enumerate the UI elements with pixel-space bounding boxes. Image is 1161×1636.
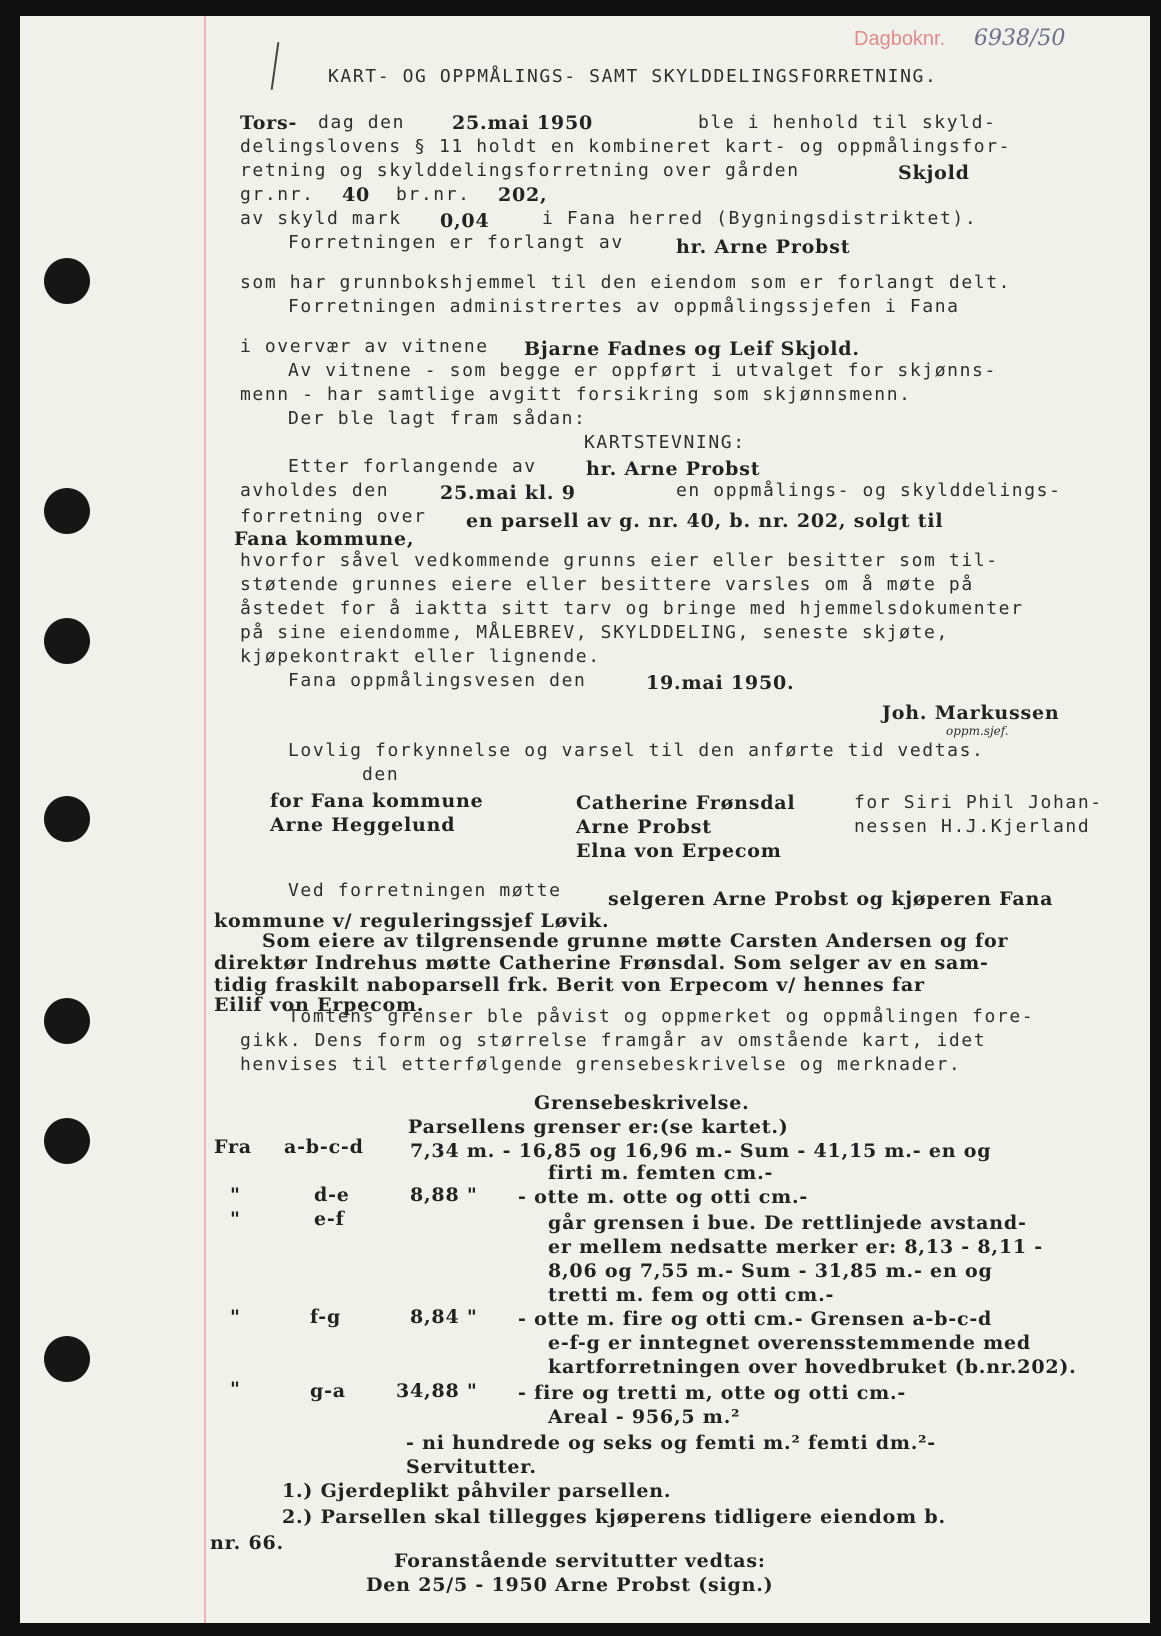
- ditto-mark: ": [230, 1306, 241, 1328]
- area-in-words: - ni hundrede og seks og femti m.² femti dm.²-: [406, 1432, 936, 1454]
- text-line: gr.nr.: [240, 184, 315, 205]
- journal-number: 6938/50: [974, 26, 1066, 51]
- text-line: støtende grunnes eiere eller besittere varsles om å møte på: [240, 574, 974, 595]
- text-line: retning og skylddelingsforretning over gården: [240, 160, 800, 181]
- summons-issue-date: 19.mai 1950.: [646, 672, 795, 694]
- servitudes-approval: Foranstående servitutter vedtas:: [394, 1550, 766, 1572]
- text-line: en oppmålings- og skylddelings-: [676, 480, 1062, 501]
- signer-name: Joh. Markussen: [882, 702, 1060, 724]
- punch-hole: [44, 1118, 90, 1164]
- text-line: Der ble lagt fram sådan:: [288, 408, 587, 429]
- boundary-measure: går grensen i bue. De rettlinjede avstand-: [548, 1212, 1027, 1234]
- bnr-value: 202,: [498, 184, 548, 206]
- boundary-segment: f-g: [310, 1306, 342, 1328]
- requester-name: hr. Arne Probst: [586, 458, 761, 480]
- text-line: kjøpekontrakt eller lignende.: [240, 646, 601, 667]
- ditto-mark: ": [230, 1184, 241, 1206]
- servitudes-heading: Servitutter.: [406, 1456, 537, 1478]
- text-line: i overvær av vitnene: [240, 336, 489, 357]
- attendance-text: Eilif von Erpecom.: [214, 994, 425, 1016]
- servitude-item: 2.) Parsellen skal tillegges kjøperens tidligere eiendom b.: [282, 1506, 946, 1528]
- boundary-distance: 34,88 ": [396, 1380, 478, 1402]
- signature-entry: Catherine Frønsdal: [576, 792, 796, 814]
- attendance-text: tidig fraskilt naboparsell frk. Berit von Erpecom v/ hennes far: [214, 974, 925, 996]
- signature-entry: for Fana kommune: [270, 790, 484, 812]
- witness-names: Bjarne Fadnes og Leif Skjold.: [524, 338, 860, 360]
- boundary-measure: tretti m. fem og otti cm.-: [548, 1284, 835, 1306]
- margin-rule: [204, 16, 206, 1623]
- text-line: åstedet for å iaktta sitt tarv og bringe med hjemmelsdokumenter: [240, 598, 1024, 619]
- summons-heading: KARTSTEVNING:: [584, 432, 746, 453]
- text-line: henvises til etterfølgende grensebeskrivelse og merknader.: [240, 1054, 962, 1075]
- tax-value: 0,04: [440, 210, 490, 232]
- boundary-segment: d-e: [314, 1184, 350, 1206]
- attendance-text: selgeren Arne Probst og kjøperen Fana: [608, 888, 1054, 910]
- weekday: Tors-: [240, 112, 298, 134]
- punch-hole: [44, 488, 90, 534]
- boundary-distance: 8,88 ": [410, 1184, 478, 1206]
- boundary-measure: - otte m. fire og otti cm.- Grensen a-b-c-d: [518, 1308, 993, 1330]
- boundary-label: Fra: [214, 1136, 252, 1158]
- text-line: Tomtens grenser ble påvist og oppmerket og oppmålingen fore-: [288, 1006, 1035, 1027]
- parcel-description: en parsell av g. nr. 40, b. nr. 202, solgt til: [466, 510, 944, 532]
- signature-entry: Arne Probst: [576, 816, 712, 838]
- signature-entry: Elna von Erpecom: [576, 840, 782, 862]
- text-line: avholdes den: [240, 480, 390, 501]
- boundary-heading: Grensebeskrivelse.: [534, 1092, 750, 1114]
- boundary-measure: 8,06 og 7,55 m.- Sum - 31,85 m.- en og: [548, 1260, 993, 1282]
- text-line: Av vitnene - som begge er oppført i utvalget for skjønns-: [288, 360, 997, 381]
- text-line: Etter forlangende av: [288, 456, 537, 477]
- boundary-measure: firti m. femten cm.-: [548, 1162, 774, 1184]
- text-line: på sine eiendomme, MÅLEBREV, SKYLDDELING, seneste skjøte,: [240, 622, 949, 643]
- document-title: KART- OG OPPMÅLINGS- SAMT SKYLDDELINGSFORRETNING.: [328, 66, 938, 87]
- signature-entry: for Siri Phil Johan-: [854, 792, 1103, 813]
- text-line: den: [362, 764, 400, 785]
- signature-entry: nessen H.J.Kjerland: [854, 816, 1091, 837]
- punch-hole: [44, 998, 90, 1044]
- final-signature: Den 25/5 - 1950 Arne Probst (sign.): [366, 1574, 774, 1596]
- text-line: hvorfor såvel vedkommende grunns eier eller besitter som til-: [240, 550, 999, 571]
- journal-stamp: Dagboknr.: [854, 28, 946, 50]
- boundary-distance: 8,84 ": [410, 1306, 478, 1328]
- signature-entry: Arne Heggelund: [270, 814, 456, 836]
- area-value: Areal - 956,5 m.²: [548, 1406, 741, 1428]
- text-line: Lovlig forkynnelse og varsel til den anførte tid vedtas.: [288, 740, 985, 761]
- punch-hole: [44, 618, 90, 664]
- servitude-item: nr. 66.: [210, 1532, 284, 1554]
- boundary-segment: a-b-c-d: [284, 1136, 364, 1158]
- text-line: Fana oppmålingsvesen den: [288, 670, 587, 691]
- text-line: Ved forretningen møtte: [288, 880, 562, 901]
- punch-hole: [44, 1336, 90, 1382]
- servitude-item: 1.) Gjerdeplikt påhviler parsellen.: [282, 1480, 672, 1502]
- meeting-date: 25.mai 1950: [452, 112, 593, 134]
- punch-hole: [44, 258, 90, 304]
- text-line: Forretningen er forlangt av: [288, 232, 624, 253]
- farm-name: Skjold: [898, 162, 970, 184]
- text-line: menn - har samtlige avgitt forsikring som skjønnsmenn.: [240, 384, 912, 405]
- requester-name: hr. Arne Probst: [676, 236, 851, 258]
- summons-date: 25.mai kl. 9: [440, 482, 576, 504]
- text-line: forretning over: [240, 506, 427, 527]
- text-line: som har grunnbokshjemmel til den eiendom som er forlangt delt.: [240, 272, 1012, 293]
- boundary-measure: e-f-g er inntegnet overensstemmende med: [548, 1332, 1032, 1354]
- attendance-text: Som eiere av tilgrensende grunne møtte Carsten Andersen og for: [262, 930, 1009, 952]
- punch-hole: [44, 796, 90, 842]
- text-line: Forretningen administrertes av oppmålingssjefen i Fana: [288, 296, 960, 317]
- boundary-measure: kartforretningen over hovedbruket (b.nr.202).: [548, 1356, 1077, 1378]
- text-line: dag den: [318, 112, 406, 133]
- boundary-measure: 7,34 m. - 16,85 og 16,96 m.- Sum - 41,15 m.- en og: [410, 1140, 992, 1162]
- gnr-value: 40: [342, 184, 371, 206]
- attendance-text: kommune v/ reguleringssjef Løvik.: [214, 910, 610, 932]
- boundary-measure: er mellem nedsatte merker er: 8,13 - 8,11 -: [548, 1236, 1043, 1258]
- text-line: av skyld mark: [240, 208, 402, 229]
- text-line: br.nr.: [396, 184, 471, 205]
- ditto-mark: ": [230, 1208, 241, 1230]
- boundary-segment: e-f: [314, 1208, 345, 1230]
- ditto-mark: ": [230, 1378, 241, 1400]
- buyer-name: Fana kommune,: [234, 528, 415, 550]
- text-line: gikk. Dens form og størrelse framgår av omstående kart, idet: [240, 1030, 987, 1051]
- signer-title: oppm.sjef.: [946, 724, 1009, 738]
- text-line: ble i henhold til skyld-: [698, 112, 997, 133]
- text-line: i Fana herred (Bygningsdistriktet).: [542, 208, 978, 229]
- boundary-measure: - fire og tretti m, otte og otti cm.-: [518, 1382, 907, 1404]
- attendance-text: direktør Indrehus møtte Catherine Frønsdal. Som selger av en sam-: [214, 952, 989, 974]
- boundary-subheading: Parsellens grenser er:(se kartet.): [408, 1116, 789, 1138]
- boundary-measure: - otte m. otte og otti cm.-: [518, 1186, 809, 1208]
- boundary-segment: g-a: [310, 1380, 346, 1402]
- text-line: delingslovens § 11 holdt en kombineret kart- og oppmålingsfor-: [240, 136, 1012, 157]
